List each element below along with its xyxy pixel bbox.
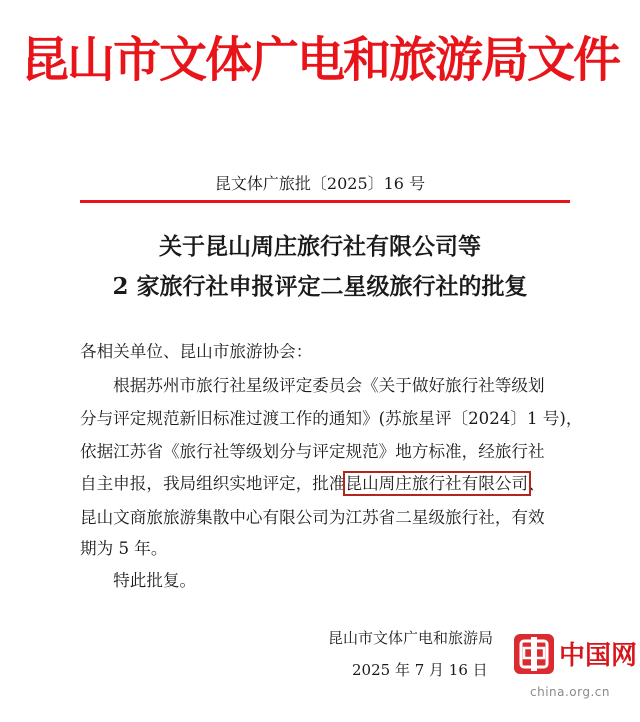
signature-organization: 昆山市文体广电和旅游局 [328,629,494,647]
document-header-title: 昆山市文体广电和旅游局文件 [20,32,619,88]
body-line-3: 依据江苏省《旅行社等级划分与评定规范》地方标准，经旅行社 [80,442,545,461]
body-line-4 [80,474,580,494]
body-line-2: 分与评定规范新旧标准过渡工作的通知》(苏旅星评〔2024〕1 号)， [80,409,583,428]
body-line-4-punct: 、 [528,474,545,493]
watermark-url: china.org.cn [530,685,611,699]
body-line-6: 期为 5 年。 [80,539,168,558]
document-number: 昆文体广旅批〔2025〕16 号 [214,174,426,193]
closing-line: 特此批复。 [80,571,197,590]
body-line-1: 根据苏州市旅行社星级评定委员会《关于做好旅行社等级划 [80,376,545,395]
document-title-line-2: 2 家旅行社申报评定二星级旅行社的批复 [112,273,528,300]
document-title-line-1: 关于昆山周庄旅行社有限公司等 [159,233,481,260]
watermark-emblem-icon [514,634,554,674]
body-line-4-text: 自主申报，我局组织实地评定，批准 [80,474,346,493]
watermark-brand-text: 中国网 [559,641,638,671]
body-line-5: 昆山文商旅旅游集散中心有限公司为江苏省二星级旅行社，有效 [80,508,545,527]
red-divider-line [80,200,570,203]
salutation: 各相关单位、昆山市旅游协会： [80,342,313,361]
highlighted-company-name: 昆山周庄旅行社有限公司 [345,474,529,493]
signature-date: 2025 年 7 月 16 日 [352,661,488,679]
